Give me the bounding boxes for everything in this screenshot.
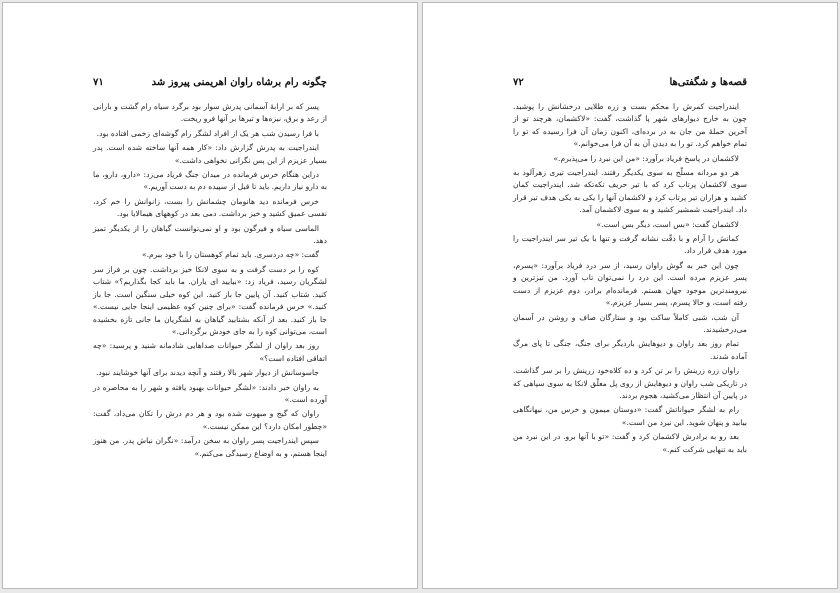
paragraph: چون این خبر به گوش راوان رسید، از سر درد فریاد برآورد: «پسرم، پسر عزیزم مرده است. این درد را نمی‌توان تاب آورد. من تیزترین و نیرومندترین موجود جهان هستم. فرمانده‌ام برادر، دوم عزیزم از دست رفته است، و حالا پسرم، پسر بسیار عزیزم.» [513, 260, 747, 308]
paragraph: تمام روز بعد راوان و دیوهایش باردیگر برای جنگ، جنگی تا پای مرگ آماده شدند. [513, 339, 747, 361]
paragraph: با فرا رسیدن شب هر یک از افراد لشگر رام گوشه‌ای زخمی افتاده بود. [96, 128, 319, 138]
paragraph: راوان که گیج و مبهوت شده بود و هر دم درش را تکان می‌داد، گفت: «چطور امکان دارد؟ این ممکن نیست.» [93, 409, 327, 431]
paragraph: روز بعد راوان از لشگر حیوانات صداهایی شادمانه شنید و پرسید: «چه اتفاقی افتاده است؟» [93, 341, 327, 363]
paragraph: لاکشمان در پاسخ فریاد برآورد: «من این نبرد را می‌پذیرم.» [553, 153, 739, 163]
left-page [2, 2, 418, 589]
paragraph: دراین هنگام خرس فرمانده در میدان جنگ فریاد می‌زد: «دارو، دارو، ما به دارو نیاز داریم. باید تا قبل از سپیده دم به دست آوریم.» [93, 170, 327, 192]
paragraph: هر دو مردانه مسلّح به سوی یکدیگر رفتند. ایندراجیت تیری زهرآلود به سوی لاکشمان پرتاب کرد که با تیر حریف تکه‌تکه شد. ایندراجیت کمان کشید و هزاران تیر پرتاب کرد و لاکشمان آنها را یکی به یکی هدف تیر قرار داد. ایندراجیت شمشیر کشید و به سوی لاکشمان آمد. [513, 168, 747, 215]
paragraph: گفت: «چه دردسری. باید تمام کوهستان را با خود ببرم.» [141, 250, 319, 260]
paragraph: لاکشمان گفت: «بس است، دیگر بس است.» [596, 219, 739, 229]
running-title: قصه‌ها و شگفتی‌ها [669, 77, 747, 88]
paragraph: آن شب، شبی کاملاً ساکت بود و ستارگان صاف و روشن در آسمان می‌درخشیدند. [513, 312, 747, 334]
page-header [513, 77, 747, 91]
page-body [513, 101, 747, 458]
paragraph: کمانش را آرام و با دقّت نشانه گرفت و تنها با یک تیر سر ایندراجیت را مورد هدف قرار داد. [513, 234, 747, 256]
running-title: چگونه رام برشاه راوان اهریمنی پیروز شد [151, 77, 327, 88]
page-number: ۷۱ [93, 77, 104, 88]
page-header [93, 77, 327, 91]
paragraph: راوان زره زرینش را بر تن کرد و ده کلاه‌خود زرینش را بر سر گذاشت. در تاریکی شب راوان و دیوهایش از روی پل معلّق لانکا به سوی سپاهی که در پایین آن انتظار می‌کشید، هجوم بردند. [513, 366, 747, 400]
paragraph: سپس ایندراجیت پسر راوان به سخن درآمد: «نگران نباش پدر. من هنوز اینجا هستم، و به اوضاع رسیدگی می‌کنم.» [93, 436, 327, 458]
page-number: ۷۲ [513, 77, 524, 88]
paragraph: به راوان خبر دادند: «لشگر حیوانات بهبود یافته و شهر را به محاصره در آورده است.» [93, 382, 327, 404]
paragraph: کوه را بر دست گرفت و به سوی لانکا خیز برداشت. چون بر فراز سر لشگریان رسید، فریاد زد: «بیایید ای یاران. ما باید کجا بگذاریم؟» شتاب کنید. شتاب کنید. آن پایین جا باز کنید. این کوه خیلی سنگین است. جا باز کنید.» خرس فرمانده گفت: «برای چنین کوه عظیمی اینجا جایی نیست.» جا باز کنید. بعد از آنکه بشتابید گیاهان به لشگریان ما جانی تازه بخشیده است، می‌توانی کوه را به جای خودش برگردانی.» [93, 264, 327, 336]
page-body [93, 101, 327, 462]
paragraph: جاسوسانش از دیوار شهر بالا رفتند و آنچه دیدند برای آنها خوشایند نبود. [95, 368, 319, 378]
paragraph: ایندراجیت کمرش را محکم بست و زره طلایی درخشانش را پوشید. چون به خارج دیوارهای شهر پا گذاشت، گفت: «لاکشمان، هرچند تو از آخرین حملهٔ من جان به در برده‌ای، اکنون زمان آن فرا رسیده که تو را تمام خواهم کرد. تو را به دیدن آن به آن فرا می‌خوانم.» [513, 102, 747, 149]
paragraph: خرس فرمانده دید هانومان چشمانش را بست، زانوانش را خم کرد، نفسی عمیق کشید و خیز برداشت. دمی بعد در کوههای هیمالایا بود. [93, 196, 327, 219]
paragraph: بعد رو به برادرش لاکشمان کرد و گفت: «تو با آنها برو. در این نبرد من باید به تنهایی شرکت کنم.» [513, 432, 747, 454]
right-page [422, 2, 838, 589]
paragraph: الماسی سیاه و فیرگون بود و او نمی‌توانست گیاهان را از یکدیگر تمیز دهد. [93, 223, 327, 246]
paragraph: رام به لشگر حیواناتش گفت: «دوستان میمون و خرس من، نیهانگاهی بیابید و پنهان شوید. این نبرد من است.» [513, 405, 747, 427]
paragraph: ایندراجیت به پدرش گزارش داد: «کار همه آنها ساخته شده است. پدر بسیار عزیزم از این پس نگرانی نخواهی داشت.» [93, 143, 327, 165]
paragraph: پسر که بر ارابهٔ آسمانی پدرش سوار بود برگرد سیاه رام گشت و بارانی از رعد و برق، نیزه‌ها و تیرها بر آنها فرو ریخت. [93, 102, 327, 124]
